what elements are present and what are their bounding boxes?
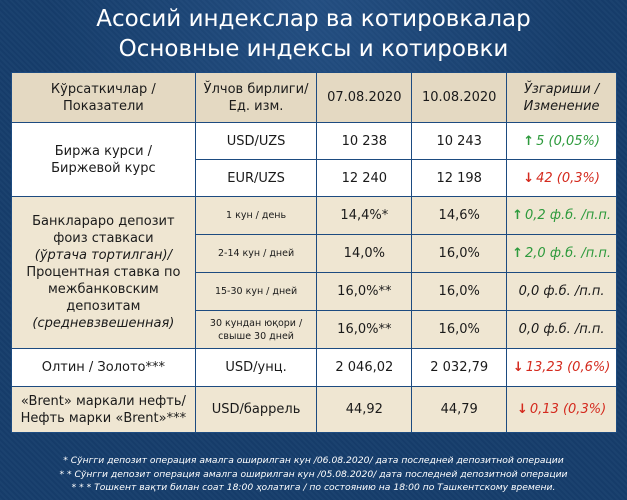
unit-cell: USD/унц. — [195, 349, 317, 387]
change-text: 0,2 ф.б. /п.п. — [525, 208, 612, 223]
change-cell — [507, 273, 617, 311]
change-cell — [507, 311, 617, 349]
exchange-label: Биржа курси / Биржевой курс — [12, 123, 196, 197]
unit-cell: USD/UZS — [195, 123, 317, 160]
change-cell — [507, 349, 617, 387]
table-row — [12, 349, 617, 387]
header-change: Ўзгариши / Изменение — [507, 73, 617, 123]
change-value — [512, 246, 611, 261]
unit-cell: 1 кун / день — [195, 197, 317, 235]
change-value — [519, 322, 605, 337]
value-date2: 14,6% — [412, 197, 507, 235]
value-date1: 12 240 — [317, 160, 412, 197]
value-date2: 44,79 — [412, 387, 507, 433]
footnote-2: * * Сўнгги депозит операция амалга оширилган кун /05.08.2020/ дата последней депозитной операции — [59, 468, 568, 480]
change-cell — [507, 235, 617, 273]
value-date1: 10 238 — [317, 123, 412, 160]
change-cell — [507, 387, 617, 433]
page-title — [0, 4, 627, 64]
unit-cell: EUR/UZS — [195, 160, 317, 197]
value-date1: 14,0% — [317, 235, 412, 273]
value-date2: 16,0% — [412, 273, 507, 311]
arrow-down-icon: ↓ — [512, 360, 524, 375]
value-date1: 44,92 — [317, 387, 412, 433]
value-date1: 2 046,02 — [317, 349, 412, 387]
value-date2: 16,0% — [412, 311, 507, 349]
value-date2: 16,0% — [412, 235, 507, 273]
footnote-1: * Сўнгги депозит операция амалга оширилган кун /06.08.2020/ дата последней депозитной операции — [63, 455, 564, 466]
change-value — [517, 402, 606, 417]
change-text: 0,0 ф.б. /п.п. — [518, 284, 605, 299]
change-cell — [507, 160, 617, 197]
change-value — [512, 208, 611, 223]
value-date2: 10 243 — [412, 123, 507, 160]
title-uz: Асосий индекслар ва котировкалар — [96, 6, 531, 32]
header-unit: Ўлчов бирлиги/ Ед. изм. — [195, 73, 317, 123]
unit-cell: 15-30 кун / дней — [195, 273, 317, 311]
arrow-up-icon: ↑ — [523, 133, 535, 149]
change-value — [513, 360, 610, 375]
arrow-down-icon: ↓ — [523, 170, 535, 186]
change-value — [523, 171, 600, 186]
table-row — [12, 197, 617, 235]
change-text: 42 (0,3%) — [536, 170, 600, 186]
footnote-3: * * * Тошкент вақти билан соат 18:00 ҳолатига / по состоянию на 18:00 по Ташкентскому времени. — [71, 482, 556, 493]
footnotes — [0, 454, 627, 495]
change-cell — [507, 197, 617, 235]
unit-cell: 2-14 кун / дней — [195, 235, 317, 273]
unit-cell: 30 кундан юқори / свыше 30 дней — [195, 311, 317, 349]
indices-table — [11, 72, 617, 433]
change-value — [519, 284, 605, 299]
value-date1: 16,0%** — [317, 273, 412, 311]
header-row — [12, 73, 617, 123]
change-text: 5 (0,05%) — [536, 133, 600, 149]
table-row — [12, 387, 617, 433]
arrow-down-icon: ↓ — [516, 402, 528, 417]
value-date2: 12 198 — [412, 160, 507, 197]
arrow-up-icon: ↑ — [512, 208, 524, 223]
change-cell — [507, 123, 617, 160]
change-text: 2,0 ф.б. /п.п. — [525, 246, 612, 261]
title-ru: Основные индексы и котировки — [118, 36, 509, 62]
header-date1: 07.08.2020 — [317, 73, 412, 123]
deposit-label: Банклараро депозит фоиз ставкаси (ўртача тортилган)/ Процентная ставка по межбанковским депозитам (средневзвешенная) — [12, 197, 196, 349]
change-text: 13,23 (0,6%) — [525, 360, 611, 375]
brent-label: «Brent» маркали нефть/ Нефть марки «Brent»*** — [12, 387, 196, 433]
value-date2: 2 032,79 — [412, 349, 507, 387]
header-indicator: Кўрсаткичлар / Показатели — [12, 73, 196, 123]
arrow-up-icon: ↑ — [512, 246, 524, 261]
change-value — [523, 134, 600, 149]
change-text: 0,0 ф.б. /п.п. — [518, 322, 605, 337]
value-date1: 16,0%** — [317, 311, 412, 349]
table-row — [12, 123, 617, 160]
change-text: 0,13 (0,3%) — [529, 402, 607, 417]
header-date2: 10.08.2020 — [412, 73, 507, 123]
unit-cell: USD/баррель — [195, 387, 317, 433]
gold-label: Олтин / Золото*** — [12, 349, 196, 387]
value-date1: 14,4%* — [317, 197, 412, 235]
